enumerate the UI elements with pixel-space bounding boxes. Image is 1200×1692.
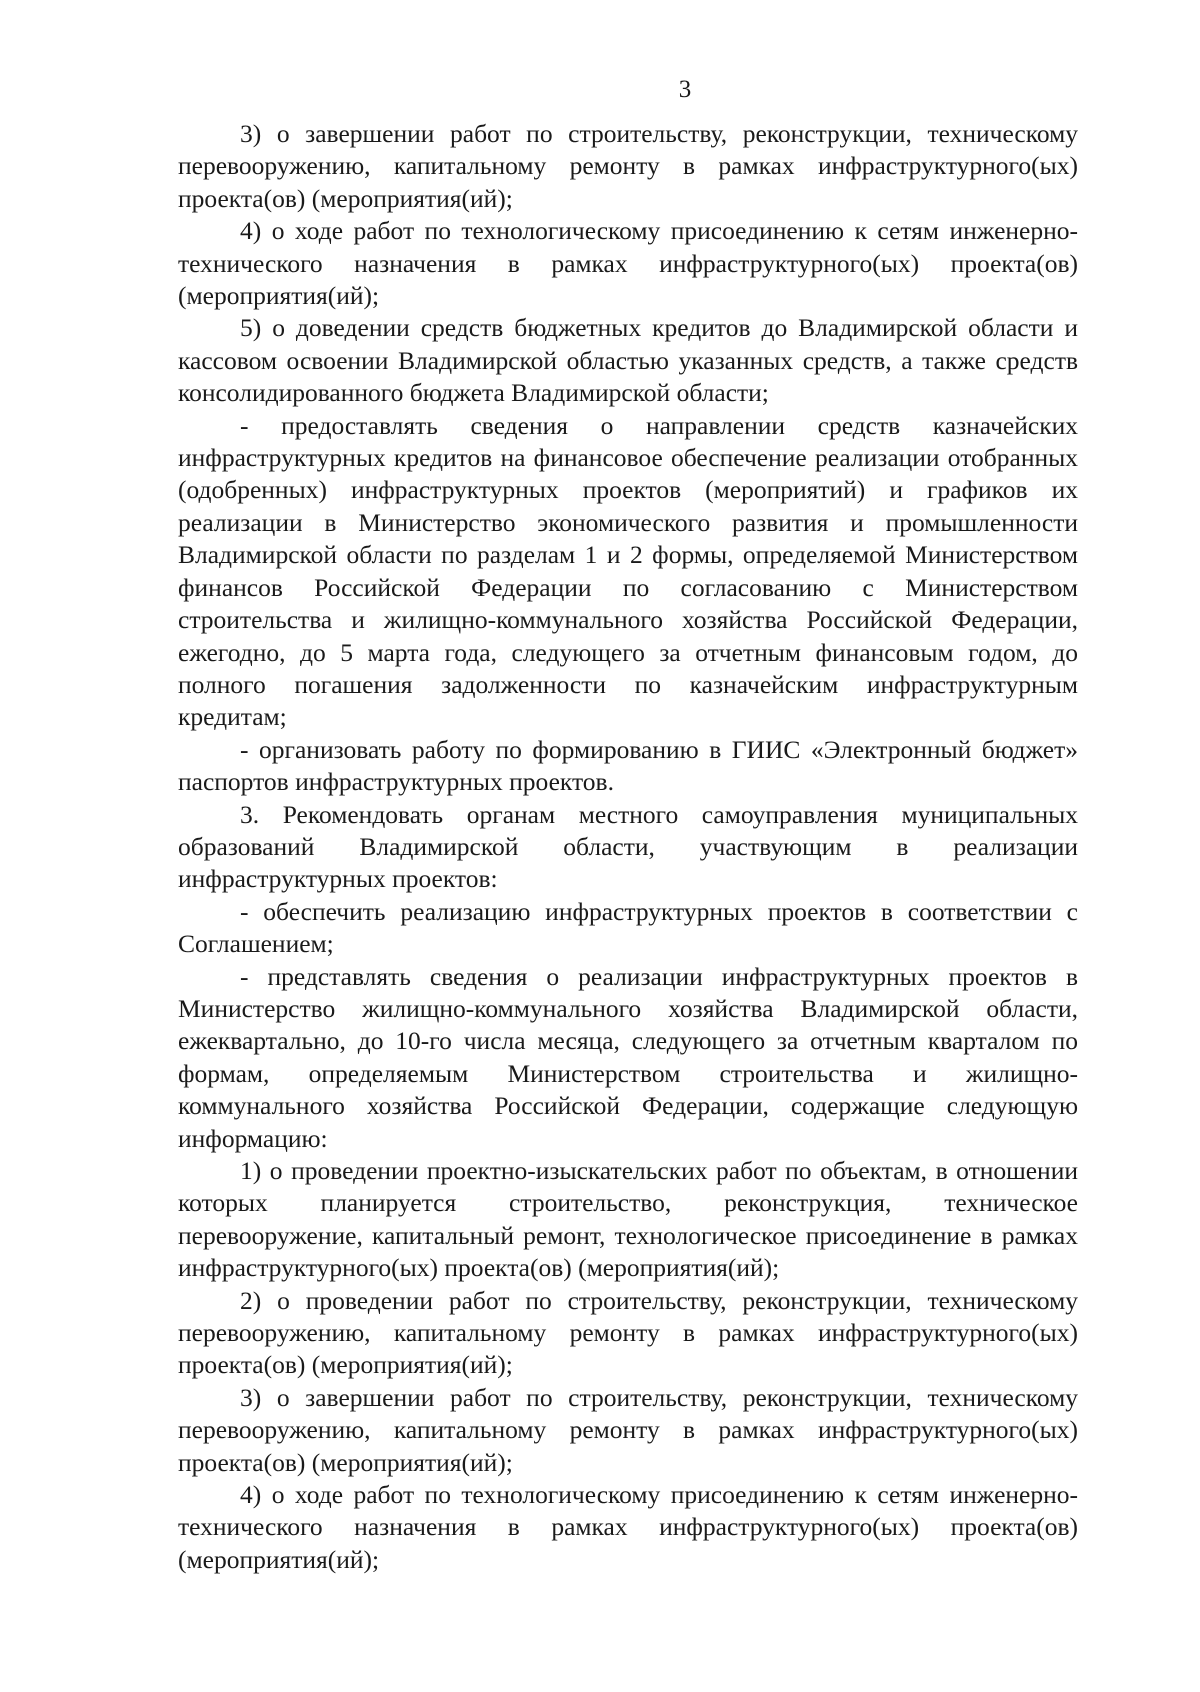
document-body xyxy=(178,118,1078,1576)
paragraph-item-3-completion-2: 3) о завершении работ по строительству, реконструкции, техническому перевооружению, капитальному ремонту в рамках инфраструктурного(ых) проекта(ов) (мероприятия(ий); xyxy=(178,1382,1078,1477)
paragraph-item-1-survey: 1) о проведении проектно-изыскательских работ по объектам, в отношении которых планируется строительство, реконструкция, техническое перевооружение, капитальный ремонт, технологическое присоединение в рамках инфраструктурного(ых) проекта(ов) (мероприятия(ий); xyxy=(178,1156,1078,1283)
paragraph-ensure-implementation: - обеспечить реализацию инфраструктурных проектов в соответствии с Соглашением; xyxy=(178,896,1078,959)
paragraph-item-5-credits: 5) о доведении средств бюджетных кредитов до Владимирской области и кассовом освоении Владимирской областью указанных средств, а также средств консолидированного бюджета Владимирской области; xyxy=(178,313,1078,408)
paragraph-clause-3: 3. Рекомендовать органам местного самоуправления муниципальных образований Владимирской области, участвующим в реализации инфраструктурных проектов: xyxy=(178,799,1078,894)
paragraph-item-4-connection: 4) о ходе работ по технологическому присоединению к сетям инженерно-технического назначения в рамках инфраструктурного(ых) проекта(ов) (мероприятия(ий); xyxy=(178,216,1078,311)
paragraph-item-3-completion: 3) о завершении работ по строительству, реконструкции, техническому перевооружению, капитальному ремонту в рамках инфраструктурного(ых) проекта(ов) (мероприятия(ий); xyxy=(178,119,1078,213)
paragraph-provide-info: - предоставлять сведения о направлении средств казначейских инфраструктурных кредитов на финансовое обеспечение реализации отобранных (одобренных) инфраструктурных проектов (мероприятий) и графиков их реализации в Министерство экономического развития и промышленности Владимирской области по разделам 1 и 2 формы, определяемой Министерством финансов Российской Федерации по согласованию с Министерством строительства и жилищно-коммунального хозяйства Российской Федерации, ежегодно, до 5 марта года, следующего за отчетным финансовым годом, до полного погашения задолженности по казначейским инфраструктурным кредитам; xyxy=(178,410,1078,732)
paragraph-item-4-connection-2: 4) о ходе работ по технологическому присоединению к сетям инженерно-технического назначения в рамках инфраструктурного(ых) проекта(ов) (мероприятия(ий); xyxy=(178,1480,1078,1574)
paragraph-item-2-construction: 2) о проведении работ по строительству, реконструкции, техническому перевооружению, капитальному ремонту в рамках инфраструктурного(ых) проекта(ов) (мероприятия(ий); xyxy=(178,1285,1078,1380)
paragraph-submit-info: - представлять сведения о реализации инфраструктурных проектов в Министерство жилищно-коммунального хозяйства Владимирской области, ежеквартально, до 10-го числа месяца, следующего за отчетным кварталом по формам, определяемым Министерством строительства и жилищно-коммунального хозяйства Российской Федерации, содержащие следующую информацию: xyxy=(178,961,1078,1153)
paragraph-organize-work: - организовать работу по формированию в ГИИС «Электронный бюджет» паспортов инфраструктурных проектов. xyxy=(178,734,1078,797)
page-number: 3 xyxy=(678,76,692,103)
